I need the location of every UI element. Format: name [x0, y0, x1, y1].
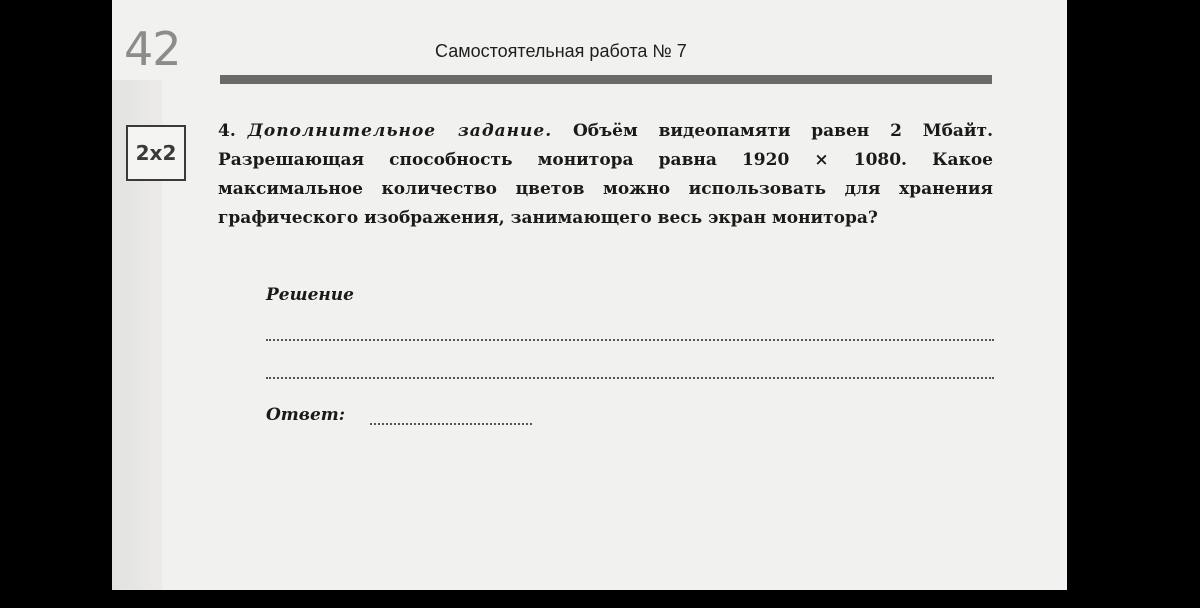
solution-line-1[interactable] [266, 339, 994, 341]
workbook-page [112, 0, 1067, 590]
difficulty-badge-icon: 2x2 [126, 125, 186, 181]
header-rule [220, 75, 992, 84]
answer-label: Ответ: [266, 405, 346, 425]
answer-line[interactable] [370, 423, 532, 425]
task-number: 4. [218, 121, 236, 141]
page-number: 42 [124, 22, 181, 76]
solution-label: Решение [266, 285, 354, 305]
solution-line-2[interactable] [266, 377, 994, 379]
task-label: Дополнительное задание. [247, 121, 553, 141]
page-header-title: Самостоятельная работа № 7 [435, 41, 687, 61]
task-4 [218, 117, 993, 233]
task-text: Объём видеопамяти равен 2 Мбайт. Разрешающая способность монитора равна 1920 × 1080. Какое максимальное количество цветов можно использовать для хранения графического изображения, занимающего весь экран монитора? [218, 121, 993, 228]
